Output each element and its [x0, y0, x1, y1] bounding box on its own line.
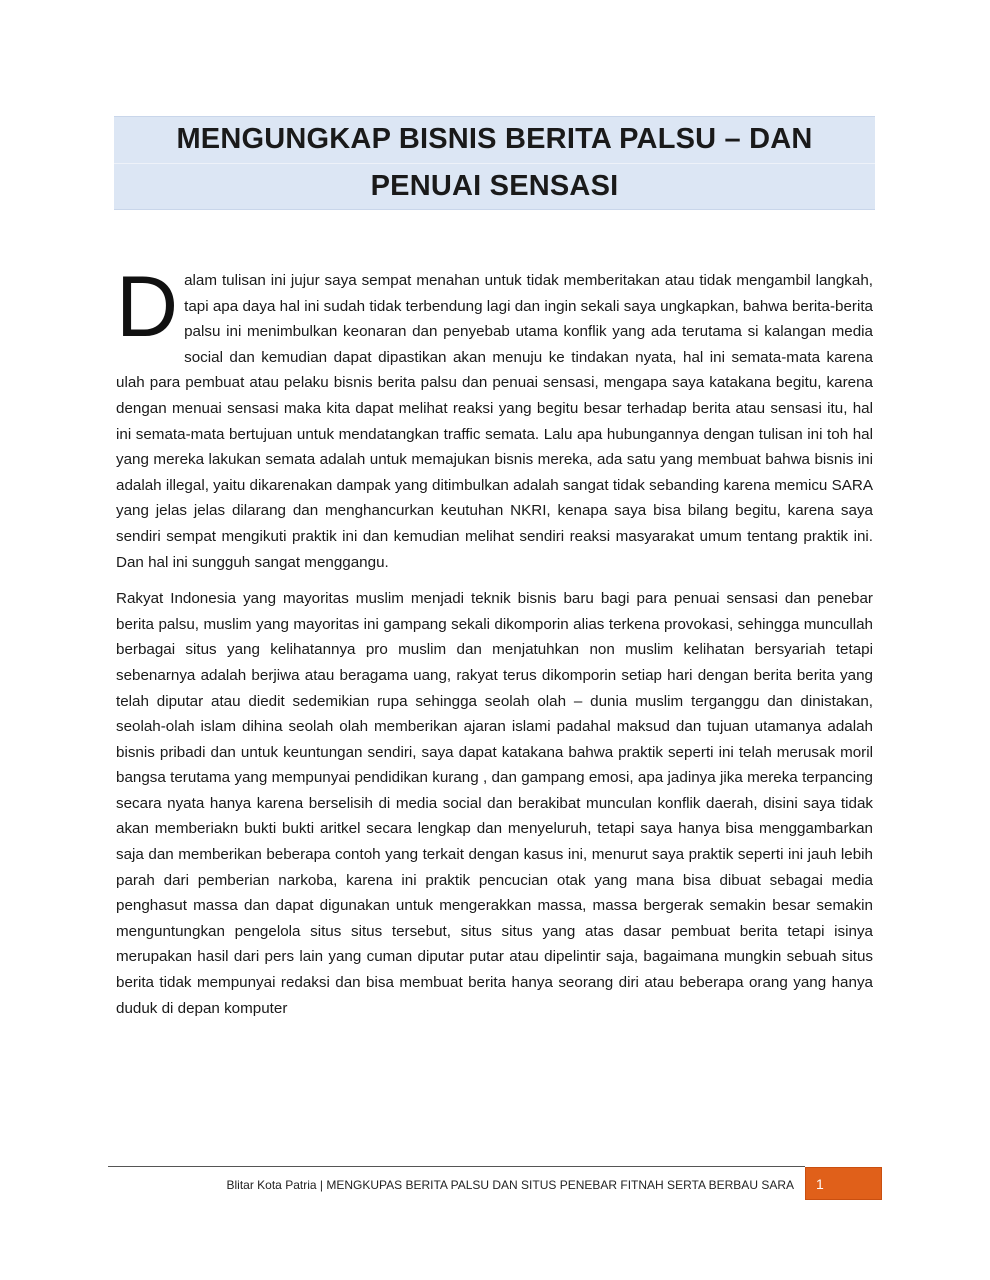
footer-text: Blitar Kota Patria | MENGKUPAS BERITA PALSU DAN SITUS PENEBAR FITNAH SERTA BERBAU SARA [226, 1178, 794, 1192]
title-divider [114, 163, 875, 164]
page-number: 1 [816, 1176, 824, 1192]
title-line-2: PENUAI SENSASI [370, 170, 619, 202]
paragraph-1-text: alam tulisan ini jujur saya sempat menahan untuk tidak memberitakan atau tidak mengambil langkah, tapi apa daya hal ini sudah tidak terbendung lagi dan ingin sekali saya ungkapkan, bahwa berita-berita palsu ini menimbulkan keonaran dan penyebab utama konflik yang ada terutama si kalangan media social dan kemudian dapat dipastikan akan menuju ke tindakan nyata, hal ini semata-mata karena ulah para pembuat atau pelaku bisnis berita palsu dan penuai sensasi, mengapa saya katakana begitu, karena dengan menuai sensasi maka kita dapat melihat reaksi yang begitu besar terhadap berita atau sensasi itu, hal ini semata-mata bertujuan untuk mendatangkan traffic semata. Lalu apa hubungannya dengan tulisan ini toh hal yang mereka lakukan semata adalah untuk memajukan bisnis mereka, ada satu yang membuat bahwa bisnis ini adalah illegal, yaitu dikarenakan dampak yang ditimbulkan adalah sangat tidak sebanding karena memicu SARA yang jelas jelas dilarang dan menghancurkan keutuhan NKRI, kenapa saya bisa bilang begitu, karena saya sendiri sempat mengikuti praktik ini dan kemudian melihat sendiri reaksi masyarakat umum tentang praktik ini. Dan hal ini sungguh sangat menggangu. [116, 272, 873, 571]
footer-divider [108, 1166, 805, 1167]
article-body [116, 259, 873, 1021]
title-line-1: MENGUNGKAP BISNIS BERITA PALSU – DAN [176, 123, 813, 155]
paragraph-1 [116, 259, 873, 575]
paragraph-2: Rakyat Indonesia yang mayoritas muslim menjadi teknik bisnis baru bagi para penuai sensasi dan penebar berita palsu, muslim yang mayoritas ini gampang sekali dikomporin alias terkena provokasi, sehingga muncullah berbagai situs yang kelihatannya pro muslim dan menjatuhkan non muslim kelihatan bersyariah tetapi sebenarnya adalah berjiwa atau beragama uang, rakyat terus dikomporin setiap hari dengan berita berita yang telah diputar atau diedit sedemikian rupa sehingga seolah olah – dunia muslim terganggu dan dinistakan, seolah-olah islam dihina seolah olah memberikan ajaran islami padahal maksud dan tujuan utamanya adalah bisnis pribadi dan untuk keuntungan sendiri, saya dapat katakana bahwa praktik seperti ini telah merusak moril bangsa terutama yang mempunyai pendidikan kurang , dan gampang emosi, apa jadinya jika mereka terpancing secara nyata hanya karena berselisih di media social dan berakibat munculan konflik daerah, disini saya tidak akan memberiakn bukti bukti aritkel secara lengkap dan menyeluruh, tetapi saya hanya bisa menggambarkan saja dan memberikan beberapa contoh yang terkait dengan kasus ini, menurut saya praktik seperti ini jauh lebih parah dari pemberian narkoba, karena ini praktik pencucian otak yang mana bisa dibuat sebagai media penghasut massa dan dapat digunakan untuk mengerakkan massa, massa bergerak semakin besar semakin menguntungkan pengelola situs situs tersebut, situs situs yang atas dasar pembuat berita tetapi isinya merupakan hasil dari pers lain yang cuman diputar putar atau dipelintir saja, bagaimana mungkin sebuah situs berita tidak mempunyai redaksi dan bisa membuat berita hanya seorang diri atau beberapa orang yang hanya duduk di depan komputer [116, 590, 873, 1017]
title-banner [114, 116, 875, 210]
page-number-badge [805, 1167, 882, 1200]
drop-cap: D [116, 259, 179, 355]
